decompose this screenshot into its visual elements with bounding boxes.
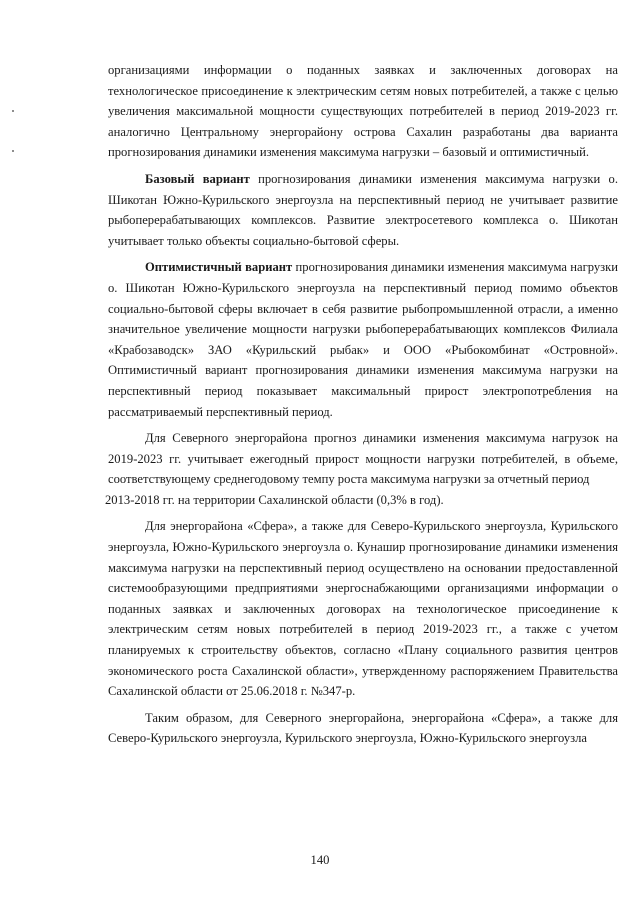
page-number: 140 — [310, 853, 330, 867]
paragraph-base-variant — [108, 169, 618, 251]
paragraph-conclusion — [108, 708, 618, 749]
paragraph-text: Таким образом, для Северного энергорайона, энергорайона «Сфера», а также для Северо-Курильского энергоузла, Курильского энергоузла, Южно-Курильского энергоузла — [108, 710, 618, 746]
paragraph-bold-term: Оптимистичный вариант — [145, 260, 293, 275]
paragraph-text: Для Северного энергорайона прогноз динамики изменения максимума нагрузок на 2019-2023 гг. учитывает ежегодный прирост мощности нагрузки потребителей, в объеме, соответствующему среднегодовому темпу роста максимума нагрузки за отчетный период — [108, 431, 618, 487]
paragraph-text: Для энергорайона «Сфера», а также для Северо-Курильского энергоузла, Курильского энергоузла, Южно-Курильского энергоузла о. Кунашир прогнозирование динамики изменения максимума нагрузки на перспективный период осуществлено на основании предоставленной системообразующими предприятиями энергоснабжающими организациями информации о поданных заявках и заключенных договорах на технологическое присоединение к электрическим сетям новых потребителей в период 2019-2023 гг., а также с учетом планируемых к строительству объектов, согласно «Плану социального развития центров экономического роста Сахалинской области», утвержденному распоряжением Правительства Сахалинской области от 25.06.2018 г. №347-р. — [108, 519, 618, 699]
scan-artifact-dot — [12, 150, 14, 152]
paragraph-text: организациями информации о поданных заявках и заключенных договорах на технологическое присоединение к электрическим сетям новых потребителей, а также с целью увеличения максимальной мощности существующих потребителей в период 2019-2023 гг. аналогично Центральному энергорайону острова Сахалин разработаны два варианта прогнозирования динамики изменения максимума нагрузки – базовый и оптимистичный. — [108, 63, 618, 160]
paragraph-optimistic-variant — [108, 257, 618, 422]
paragraph-sfera-region — [108, 516, 618, 701]
scan-artifact-dot — [12, 110, 14, 112]
paragraph-text: прогнозирования динамики изменения максимума нагрузки о. Шикотан Южно-Курильского энергоузла на перспективный период помимо объектов социально-бытовой сферы включает в себя развитие рыбопромышленной отрасли, а именно значительное увеличение мощности нагрузки рыбоперерабатывающих комплексов Филиала «Крабозаводск» ЗАО «Курильский рыбак» и ООО «Рыбокомбинат «Островной». Оптимистичный вариант прогнозирования динамики изменения максимума нагрузки на перспективный период показывает максимальный прирост электропотребления на рассматриваемый перспективный период. — [108, 260, 618, 419]
paragraph-text: 2013-2018 гг. на территории Сахалинской области (0,3% в год). — [105, 492, 444, 507]
paragraph-northern-region — [108, 428, 618, 490]
paragraph-bold-term: Базовый вариант — [145, 171, 250, 186]
paragraph-northern-region-period — [105, 490, 618, 511]
document-body — [105, 60, 618, 755]
paragraph-text: прогнозирования динамики изменения максимума нагрузки о. Шикотан Южно-Курильского энергоузла на перспективный период не учитывает развитие рыбоперерабатывающих комплексов. Развитие электросетевого комплекса о. Шикотан учитывает только объекты социально-бытовой сферы. — [108, 171, 618, 248]
paragraph-intro-continuation — [108, 60, 618, 163]
